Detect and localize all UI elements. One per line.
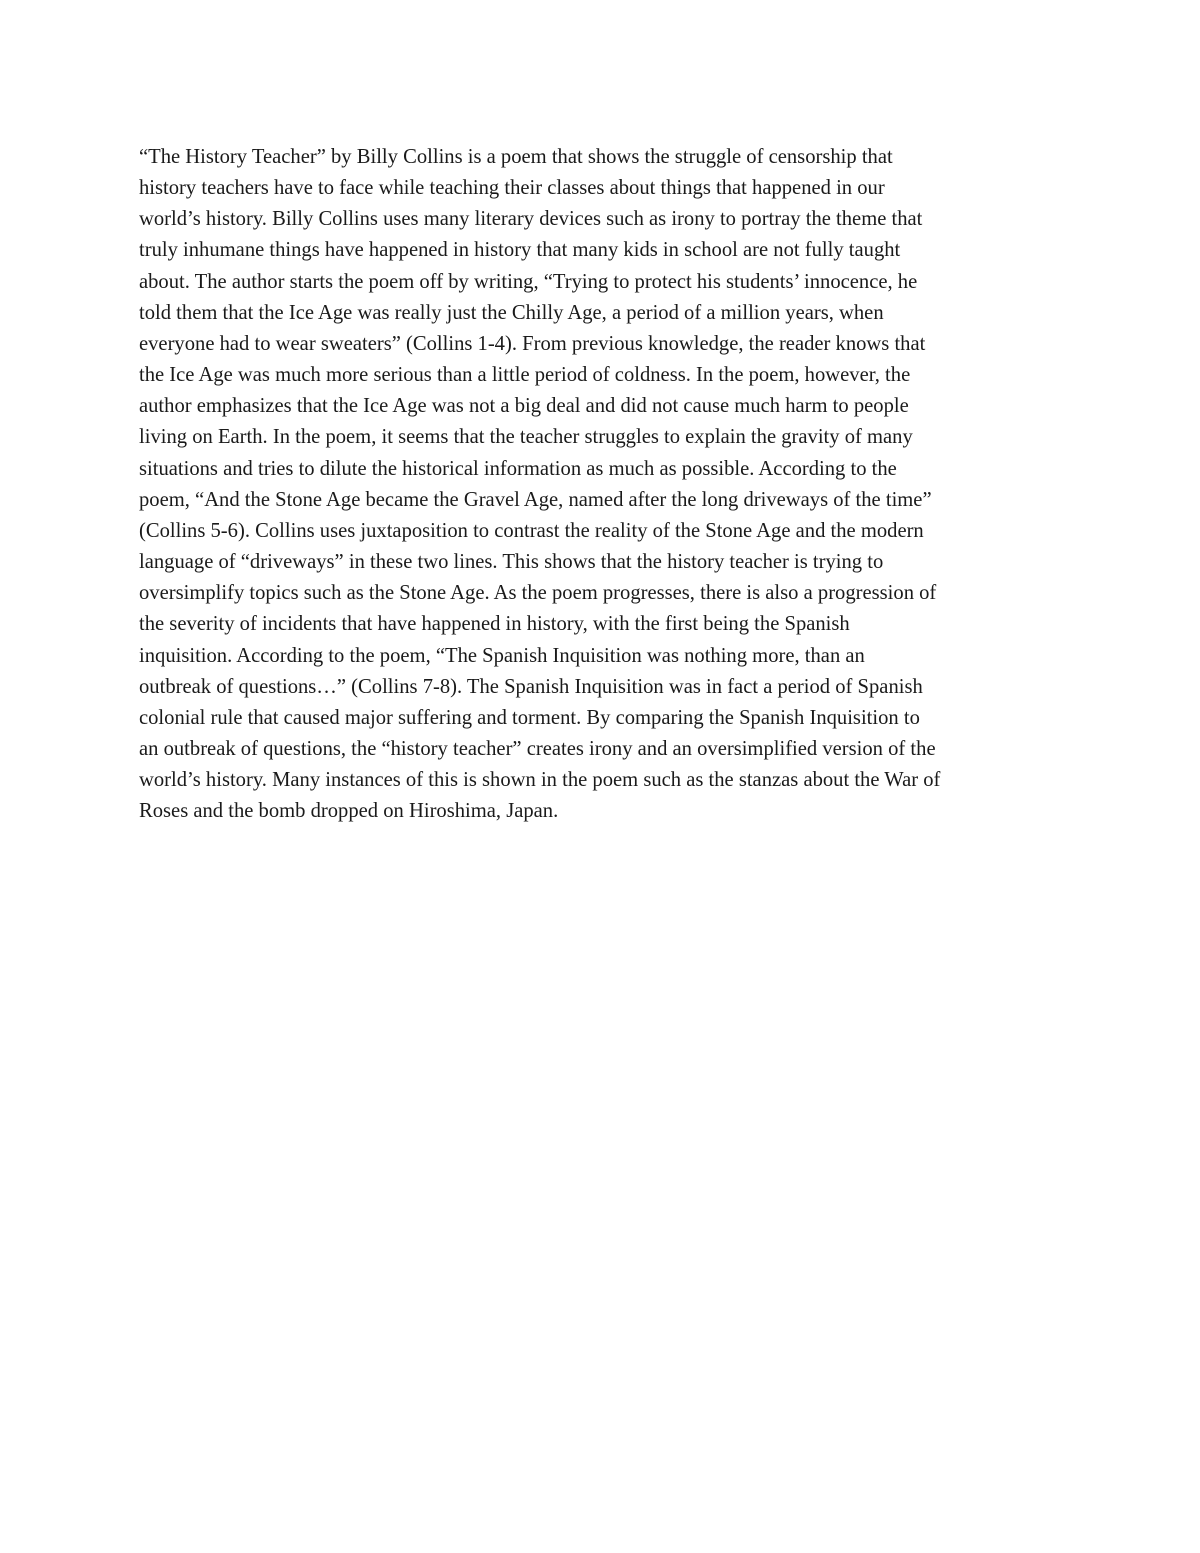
essay-paragraph bbox=[139, 142, 1079, 827]
paragraph-line: everyone had to wear sweaters” (Collins 1-4). From previous knowledge, the reader knows that bbox=[139, 332, 926, 355]
paragraph-line: “The History Teacher” by Billy Collins is a poem that shows the struggle of censorship that bbox=[139, 146, 893, 168]
paragraph-line: oversimplify topics such as the Stone Age. As the poem progresses, there is also a progression of bbox=[139, 582, 937, 605]
paragraph-line: poem, “And the Stone Age became the Gravel Age, named after the long driveways of the time” bbox=[139, 488, 932, 511]
paragraph-line: inquisition. According to the poem, “The Spanish Inquisition was nothing more, than an bbox=[139, 644, 865, 667]
paragraph-line: world’s history. Many instances of this is shown in the poem such as the stanzas about the War of bbox=[139, 769, 941, 792]
paragraph-line: world’s history. Billy Collins uses many literary devices such as irony to portray the theme that bbox=[139, 208, 923, 231]
paragraph-line: outbreak of questions…” (Collins 7-8). The Spanish Inquisition was in fact a period of Spanish bbox=[139, 675, 923, 698]
paragraph-line: an outbreak of questions, the “history teacher” creates irony and an oversimplified version of the bbox=[139, 737, 936, 760]
paragraph-line: the severity of incidents that have happened in history, with the first being the Spanish bbox=[139, 613, 850, 636]
paragraph-line: history teachers have to face while teaching their classes about things that happened in our bbox=[139, 177, 885, 200]
paragraph-line: living on Earth. In the poem, it seems that the teacher struggles to explain the gravity of many bbox=[139, 426, 913, 449]
paragraph-line: situations and tries to dilute the historical information as much as possible. According to the bbox=[139, 457, 897, 480]
paragraph-line: about. The author starts the poem off by writing, “Trying to protect his students’ innocence, he bbox=[139, 270, 918, 293]
paragraph-line: truly inhumane things have happened in history that many kids in school are not fully taught bbox=[139, 239, 901, 262]
paragraph-line: the Ice Age was much more serious than a little period of coldness. In the poem, however, the bbox=[139, 364, 911, 387]
paragraph-line: told them that the Ice Age was really just the Chilly Age, a period of a million years, when bbox=[139, 301, 884, 324]
paragraph-line: (Collins 5-6). Collins uses juxtaposition to contrast the reality of the Stone Age and the modern bbox=[139, 519, 924, 542]
paragraph-line: colonial rule that caused major suffering and torment. By comparing the Spanish Inquisition to bbox=[139, 706, 920, 729]
paragraph-line: language of “driveways” in these two lines. This shows that the history teacher is trying to bbox=[139, 551, 884, 574]
paragraph-line: Roses and the bomb dropped on Hiroshima, Japan. bbox=[139, 800, 559, 823]
paragraph-line: author emphasizes that the Ice Age was not a big deal and did not cause much harm to people bbox=[139, 395, 909, 418]
